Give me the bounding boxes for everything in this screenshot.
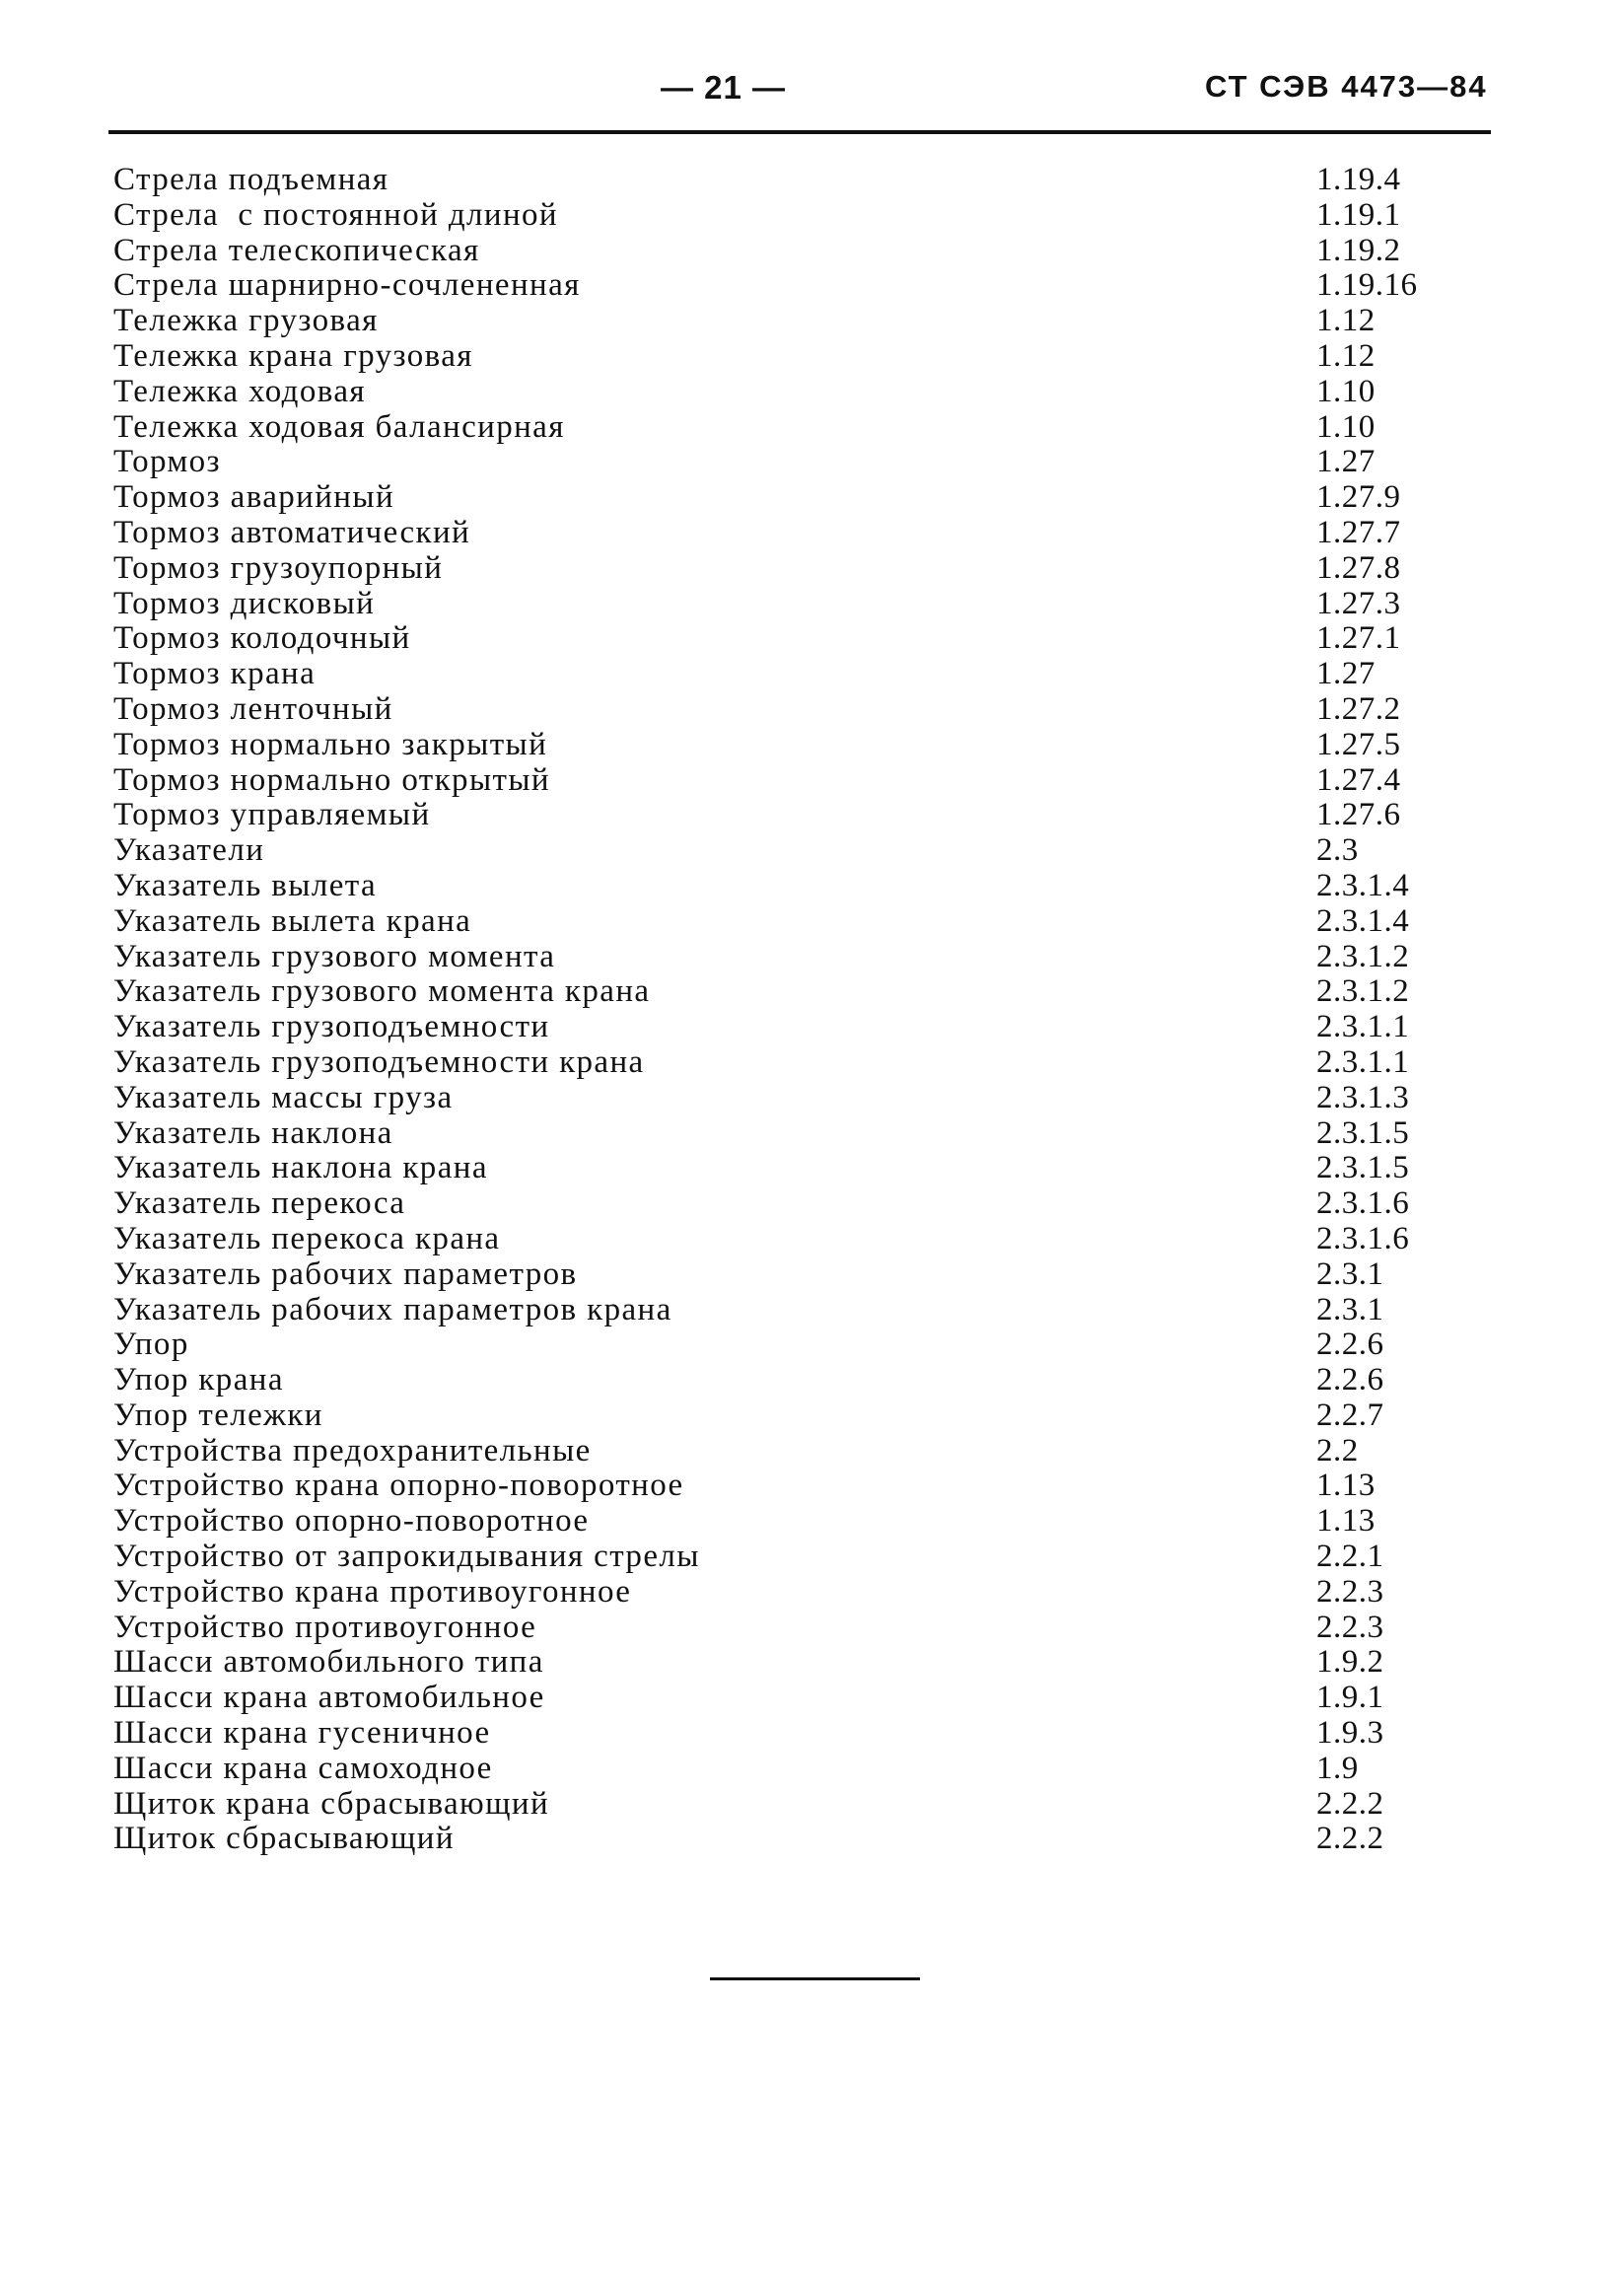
- entry-term: Упор: [113, 1326, 189, 1363]
- entry-reference: 2.3.1.1: [1316, 1043, 1410, 1080]
- entry-reference: 1.19.2: [1316, 232, 1401, 268]
- entry-reference: 1.27.8: [1316, 549, 1401, 586]
- entry-reference: 2.3.1.6: [1316, 1185, 1410, 1222]
- index-entry: [113, 1222, 1425, 1257]
- term-index: [113, 163, 1425, 1857]
- entry-term: Тормоз аварийный: [113, 479, 394, 516]
- entry-reference: 2.2.6: [1316, 1326, 1384, 1363]
- entry-reference: 1.27.4: [1316, 761, 1401, 798]
- entry-reference: 2.3.1: [1316, 1255, 1384, 1292]
- entry-term: Тормоз автоматический: [113, 514, 471, 550]
- index-entry: [113, 1363, 1425, 1398]
- entry-term: Устройство противоугонное: [113, 1609, 537, 1645]
- index-entry: [113, 234, 1425, 269]
- index-entry: [113, 339, 1425, 375]
- entry-reference: 2.3.1.5: [1316, 1114, 1410, 1151]
- index-entry: [113, 904, 1425, 940]
- index-entry: [113, 940, 1425, 975]
- entry-term: Тормоз: [113, 444, 221, 480]
- entry-reference: 1.27: [1316, 656, 1376, 692]
- index-entry: [113, 1540, 1425, 1575]
- entry-term: Тормоз колодочный: [113, 620, 411, 657]
- index-entry: [113, 198, 1425, 234]
- entry-reference: 1.13: [1316, 1468, 1376, 1504]
- entry-reference: 2.3.1.2: [1316, 973, 1410, 1010]
- index-entry: [113, 1434, 1425, 1469]
- entry-reference: 1.27.7: [1316, 514, 1401, 550]
- index-entry: [113, 1752, 1425, 1787]
- entry-term: Тормоз крана: [113, 656, 317, 692]
- index-entry: [113, 1681, 1425, 1716]
- entry-reference: 1.9.1: [1316, 1680, 1384, 1716]
- entry-term: Устройство крана противоугонное: [113, 1573, 632, 1610]
- index-entry: [113, 1611, 1425, 1646]
- entry-reference: 2.3.1.3: [1316, 1079, 1410, 1115]
- entry-term: Тормоз дисковый: [113, 585, 376, 621]
- index-entry: [113, 833, 1425, 869]
- index-entry: [113, 869, 1425, 904]
- entry-term: Щиток крана сбрасывающий: [113, 1785, 550, 1822]
- index-entry: [113, 657, 1425, 692]
- index-entry: [113, 1045, 1425, 1081]
- entry-reference: 1.19.4: [1316, 162, 1401, 197]
- entry-term: Шасси автомобильного типа: [113, 1644, 544, 1681]
- entry-reference: 1.9.3: [1316, 1715, 1384, 1752]
- entry-term: Тормоз нормально открытый: [113, 761, 550, 798]
- index-entry: [113, 1186, 1425, 1222]
- entry-term: Тележка ходовая балансирная: [113, 408, 565, 445]
- index-entry: [113, 551, 1425, 587]
- entry-term: Тормоз нормально закрытый: [113, 726, 548, 762]
- entry-reference: 2.3.1.4: [1316, 867, 1410, 903]
- entry-term: Указатель рабочих параметров крана: [113, 1291, 672, 1327]
- document-code: СТ СЭВ 4473—84: [1205, 69, 1488, 104]
- index-entry: [113, 1504, 1425, 1540]
- index-entry: [113, 445, 1425, 480]
- index-entry: [113, 587, 1425, 622]
- entry-term: Указатель массы груза: [113, 1079, 454, 1115]
- index-entry: [113, 1257, 1425, 1293]
- index-entry: [113, 1398, 1425, 1434]
- entry-reference: 2.3.1.2: [1316, 938, 1410, 974]
- entry-reference: 2.2.3: [1316, 1609, 1384, 1645]
- index-entry: [113, 516, 1425, 551]
- entry-term: Указатель наклона крана: [113, 1150, 488, 1186]
- entry-term: Указатель перекоса: [113, 1185, 406, 1222]
- entry-reference: 2.3.1.5: [1316, 1150, 1410, 1186]
- entry-reference: 2.3.1.6: [1316, 1220, 1410, 1256]
- entry-reference: 2.3.1.4: [1316, 902, 1410, 939]
- entry-reference: 1.9: [1316, 1750, 1359, 1786]
- entry-term: Устройство от запрокидывания стрелы: [113, 1539, 700, 1575]
- entry-term: Упор тележки: [113, 1397, 323, 1433]
- header-rule: [108, 130, 1491, 134]
- entry-term: Тележка ходовая: [113, 373, 366, 409]
- entry-reference: 2.2.3: [1316, 1573, 1384, 1610]
- entry-term: Устройства предохранительные: [113, 1432, 592, 1469]
- entry-reference: 1.27: [1316, 444, 1376, 480]
- index-entry: [113, 798, 1425, 833]
- entry-reference: 1.19.16: [1316, 267, 1418, 304]
- entry-term: Указатели: [113, 832, 265, 869]
- index-entry: [113, 974, 1425, 1010]
- index-entry: [113, 1469, 1425, 1504]
- entry-reference: 2.2: [1316, 1432, 1359, 1469]
- page-number: — 21 —: [661, 69, 787, 106]
- entry-term: Шасси крана гусеничное: [113, 1715, 491, 1752]
- entry-term: Стрела шарнирно-сочлененная: [113, 267, 581, 304]
- index-entry: [113, 1151, 1425, 1186]
- entry-reference: 1.27.2: [1316, 690, 1401, 727]
- index-entry: [113, 410, 1425, 446]
- entry-reference: 1.19.1: [1316, 196, 1401, 233]
- entry-reference: 2.2.2: [1316, 1821, 1384, 1857]
- end-rule: [710, 1977, 920, 1980]
- index-entry: [113, 728, 1425, 763]
- index-entry: [113, 1116, 1425, 1152]
- entry-reference: 1.27.3: [1316, 585, 1401, 621]
- entry-term: Указатель грузоподъемности крана: [113, 1043, 645, 1080]
- index-entry: [113, 1575, 1425, 1611]
- entry-term: Указатель вылета крана: [113, 902, 472, 939]
- entry-reference: 2.2.2: [1316, 1785, 1384, 1822]
- entry-reference: 1.12: [1316, 303, 1376, 339]
- entry-term: Тормоз управляемый: [113, 797, 431, 833]
- entry-reference: 1.27.1: [1316, 620, 1401, 657]
- entry-reference: 1.13: [1316, 1503, 1376, 1540]
- entry-term: Указатель грузового момента крана: [113, 973, 651, 1010]
- entry-reference: 2.3.1.1: [1316, 1009, 1410, 1045]
- index-entry: [113, 1010, 1425, 1045]
- index-entry: [113, 1716, 1425, 1752]
- entry-term: Тележка грузовая: [113, 303, 379, 339]
- index-entry: [113, 1822, 1425, 1857]
- entry-reference: 1.27.6: [1316, 797, 1401, 833]
- entry-term: Указатель рабочих параметров: [113, 1255, 578, 1292]
- entry-term: Шасси крана автомобильное: [113, 1680, 545, 1716]
- entry-term: Стрела подъемная: [113, 162, 389, 197]
- entry-term: Щиток сбрасывающий: [113, 1821, 455, 1857]
- entry-term: Указатель вылета: [113, 867, 378, 903]
- entry-term: Устройство опорно-поворотное: [113, 1503, 590, 1540]
- index-entry: [113, 163, 1425, 198]
- index-entry: [113, 268, 1425, 304]
- entry-reference: 2.3: [1316, 832, 1359, 869]
- index-entry: [113, 375, 1425, 410]
- entry-reference: 1.10: [1316, 373, 1376, 409]
- entry-term: Стрела телескопическая: [113, 232, 480, 268]
- entry-term: Упор крана: [113, 1362, 284, 1398]
- index-entry: [113, 480, 1425, 516]
- index-entry: [113, 692, 1425, 728]
- index-entry: [113, 1327, 1425, 1363]
- entry-reference: 1.10: [1316, 408, 1376, 445]
- entry-reference: 1.27.9: [1316, 479, 1401, 516]
- entry-reference: 1.12: [1316, 337, 1376, 374]
- index-entry: [113, 763, 1425, 799]
- entry-term: Шасси крана самоходное: [113, 1750, 493, 1786]
- entry-reference: 2.3.1: [1316, 1291, 1384, 1327]
- entry-reference: 2.2.1: [1316, 1539, 1384, 1575]
- entry-reference: 2.2.6: [1316, 1362, 1384, 1398]
- entry-term: Указатель наклона: [113, 1114, 393, 1151]
- entry-term: Указатель перекоса крана: [113, 1220, 501, 1256]
- index-entry: [113, 621, 1425, 657]
- entry-reference: 1.27.5: [1316, 726, 1401, 762]
- entry-term: Указатель грузоподъемности: [113, 1009, 550, 1045]
- entry-term: Устройство крана опорно-поворотное: [113, 1468, 684, 1504]
- entry-reference: 2.2.7: [1316, 1397, 1384, 1433]
- entry-term: Тележка крана грузовая: [113, 337, 473, 374]
- index-entry: [113, 1645, 1425, 1681]
- entry-term: Указатель грузового момента: [113, 938, 556, 974]
- index-entry: [113, 304, 1425, 339]
- entry-term: Стрела с постоянной длиной: [113, 196, 558, 233]
- index-entry: [113, 1081, 1425, 1116]
- page-header: [0, 69, 1624, 118]
- index-entry: [113, 1787, 1425, 1823]
- entry-term: Тормоз грузоупорный: [113, 549, 444, 586]
- entry-reference: 1.9.2: [1316, 1644, 1384, 1681]
- index-entry: [113, 1293, 1425, 1328]
- entry-term: Тормоз ленточный: [113, 690, 393, 727]
